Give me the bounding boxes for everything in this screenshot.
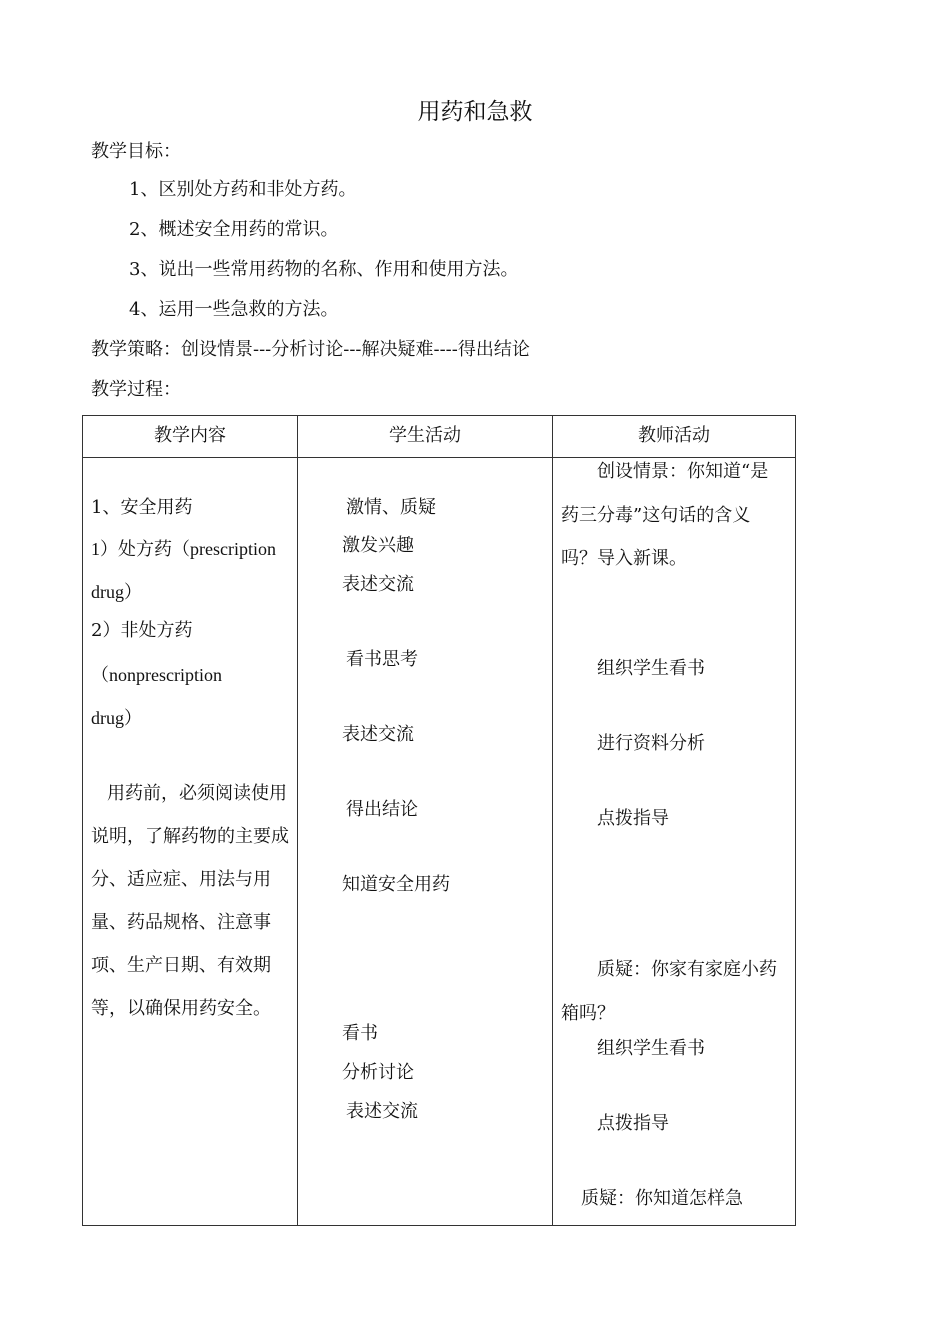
table-row bbox=[83, 458, 796, 1226]
lesson-table bbox=[82, 415, 796, 1226]
teacher-activity: 进行资料分析 bbox=[597, 733, 705, 754]
teaching-strategy: 教学策略：创设情景---分析讨论---解决疑难----得出结论 bbox=[91, 339, 530, 360]
teacher-activity: 组织学生看书 bbox=[597, 658, 705, 679]
content-line: 2）非处方药 bbox=[91, 620, 193, 641]
teacher-activity: 点拨指导 bbox=[597, 1113, 669, 1134]
content-cell bbox=[83, 458, 298, 1226]
student-activity: 得出结论 bbox=[346, 799, 418, 820]
safety-paragraph: 用药前，必须阅读使用说明，了解药物的主要成分、适应症、用法与用量、药品规格、注意事项、生产日期、有效期等，以确保用药安全。 bbox=[91, 783, 289, 1019]
student-activity: 表述交流 bbox=[342, 724, 414, 745]
student-activity: 分析讨论 bbox=[342, 1062, 414, 1083]
student-activity: 表述交流 bbox=[342, 574, 414, 595]
student-activity: 表述交流 bbox=[346, 1101, 418, 1122]
student-activity-cell bbox=[298, 458, 553, 1226]
content-line: 1）处方药（prescription bbox=[91, 539, 276, 559]
teacher-activity: 点拨指导 bbox=[597, 808, 669, 829]
teacher-intro: 创设情景：你知道“是药三分毒”这句话的含义吗？导入新课。 bbox=[561, 461, 769, 569]
objective-item: 3、说出一些常用药物的名称、作用和使用方法。 bbox=[129, 259, 519, 280]
teacher-activity: 组织学生看书 bbox=[597, 1038, 705, 1059]
content-line: drug） bbox=[91, 582, 142, 602]
teacher-question: 质疑：你家有家庭小药箱吗？ bbox=[561, 959, 777, 1024]
content-line: （nonprescription bbox=[91, 665, 222, 685]
teacher-activity-cell bbox=[553, 458, 796, 1226]
header-teacher-activity: 教师活动 bbox=[553, 416, 796, 458]
teacher-question-continued: 质疑：你知道怎样急 bbox=[581, 1188, 743, 1209]
content-line: drug） bbox=[91, 708, 142, 728]
student-activity: 看书思考 bbox=[346, 649, 418, 670]
header-student-activity: 学生活动 bbox=[298, 416, 553, 458]
objective-item: 2、概述安全用药的常识。 bbox=[129, 219, 339, 240]
student-activity: 激发兴趣 bbox=[342, 535, 414, 556]
content-line: 1、安全用药 bbox=[91, 497, 193, 518]
student-activity: 看书 bbox=[342, 1023, 378, 1044]
student-activity: 知道安全用药 bbox=[342, 874, 450, 895]
objective-item: 1、区别处方药和非处方药。 bbox=[129, 179, 357, 200]
objective-item: 4、运用一些急救的方法。 bbox=[129, 299, 339, 320]
document-title: 用药和急救 bbox=[417, 99, 533, 125]
header-content: 教学内容 bbox=[83, 416, 298, 458]
process-heading: 教学过程： bbox=[91, 379, 181, 400]
objectives-heading: 教学目标： bbox=[91, 141, 181, 162]
student-activity: 激情、质疑 bbox=[346, 497, 436, 518]
